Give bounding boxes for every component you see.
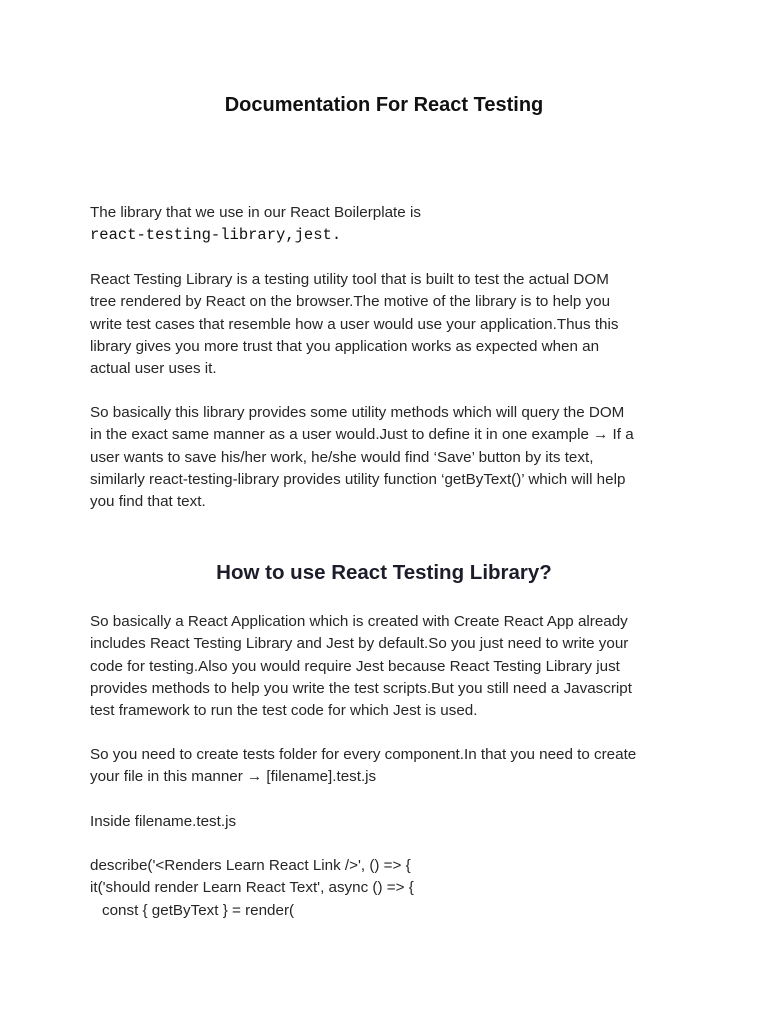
paragraph-line: test framework to run the test code for which Jest is used. <box>90 702 478 720</box>
rtl-description-paragraph <box>90 269 690 380</box>
code-line: it('should render Learn React Text', async () => { <box>90 879 414 897</box>
section-heading: How to use React Testing Library? <box>216 561 552 584</box>
paragraph-line: So basically a React Application which is created with Create React App already <box>90 613 628 630</box>
paragraph-line: similarly react-testing-library provides utility function ‘getByText()’ which will help <box>90 470 626 488</box>
paragraph-line: library gives you more trust that you application works as expected when an <box>90 337 600 355</box>
inside-file-label <box>90 811 690 833</box>
code-line: describe('<Renders Learn React Link />', () => { <box>90 857 411 874</box>
paragraph-line: includes React Testing Library and Jest by default.So you just need to write your <box>90 635 629 653</box>
paragraph-line: provides methods to help you write the test scripts.But you still need a Javascript <box>90 679 632 697</box>
intro-text: The library that we use in our React Boilerplate is <box>90 204 421 221</box>
utility-methods-paragraph <box>90 402 690 513</box>
paragraph-line: tree rendered by React on the browser.The motive of the library is to help you <box>90 293 611 311</box>
code-sample <box>90 855 690 922</box>
paragraph-line: in the exact same manner as a user would.Just to define it in one example → If a <box>90 426 634 444</box>
paragraph-line: you find that text. <box>90 493 206 511</box>
cra-paragraph <box>90 611 690 722</box>
paragraph-line: React Testing Library is a testing utility tool that is built to test the actual DOM <box>90 271 609 288</box>
paragraph-line: code for testing.Also you would require Jest because React Testing Library just <box>90 657 620 675</box>
tests-folder-paragraph <box>90 744 690 789</box>
paragraph-line: user wants to save his/her work, he/she would find ‘Save’ button by its text, <box>90 448 594 466</box>
paragraph-line: your file in this manner → [filename].test.js <box>90 768 377 786</box>
paragraph-line: actual user uses it. <box>90 360 217 378</box>
code-line: const { getByText } = render( <box>102 901 295 919</box>
intro-code-text: react-testing-library,jest. <box>90 226 342 245</box>
paragraph-line: So you need to create tests folder for every component.In that you need to create <box>90 746 637 763</box>
inside-file-text: Inside filename.test.js <box>90 813 237 830</box>
paragraph-line: So basically this library provides some utility methods which will query the DOM <box>90 404 625 421</box>
intro-paragraph <box>90 202 690 247</box>
page-title: Documentation For React Testing <box>224 94 544 116</box>
paragraph-line: write test cases that resemble how a user would use your application.Thus this <box>90 315 619 333</box>
